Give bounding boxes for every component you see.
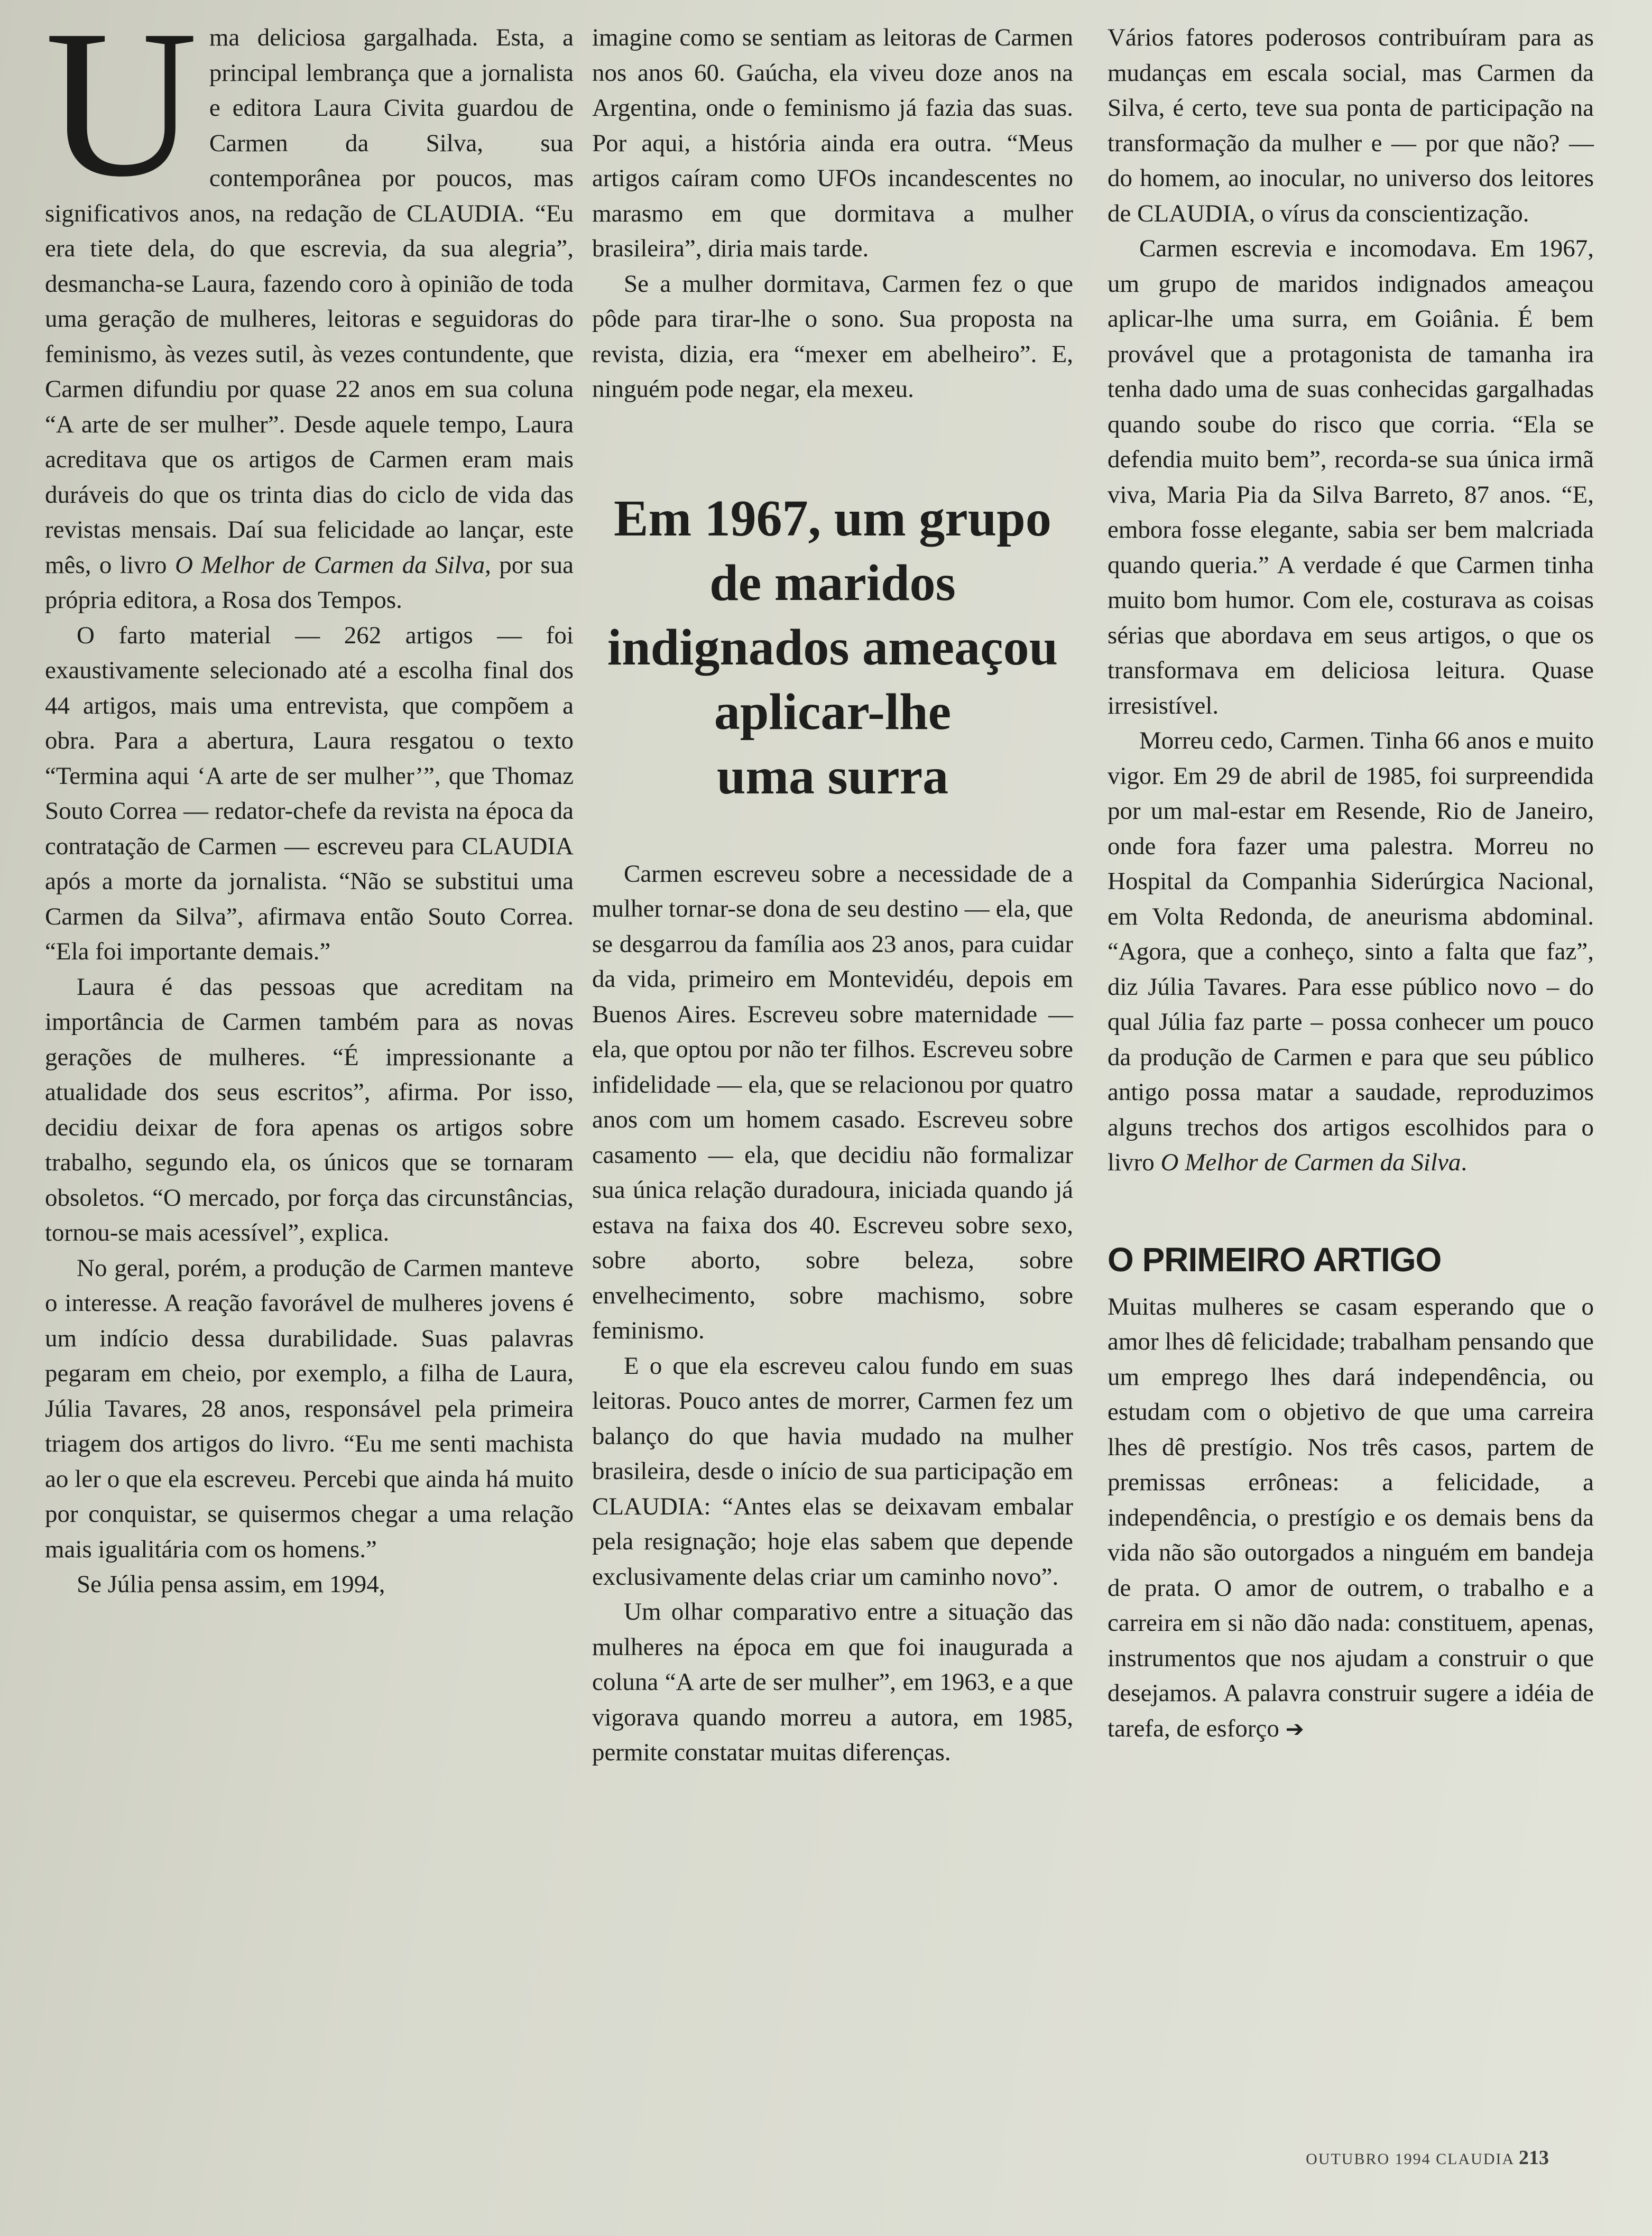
paragraph-text: ma deliciosa gargalhada. Esta, a principal lembrança que a jornalista e editora Laura Civita guardou de Carmen da Silva, sua contemporânea por poucos, mas significativos anos, na redação de CLAUDIA. “Eu era tiete dela, do que escrevia, da sua alegria”, desmancha-se Laura, fazendo coro à opinião de toda uma geração de mulheres, leitoras e seguidoras do feminismo, às vezes sutil, às vezes contundente, que Carmen difundiu por quase 22 anos em sua coluna “A arte de ser mulher”. Desde aquele tempo, Laura acreditava que os artigos de Carmen eram mais duráveis do que os trinta dias do ciclo de vida das revistas mensais. Daí sua felicidade ao lançar, este mês, o livro (45, 24, 574, 579)
drop-cap: U (45, 0, 198, 220)
continue-arrow-icon: ➔ (1285, 1715, 1304, 1742)
pull-quote-line: uma surra (716, 747, 949, 805)
book-title: O Melhor de Carmen da Silva (174, 551, 485, 579)
article-paragraph: Se a mulher dormitava, Carmen fez o que pôde para tirar-lhe o sono. Sua proposta na revista, dizia, era “mexer em abelheiro”. E, ninguém pode negar, ela mexeu. (592, 270, 1073, 403)
book-title: O Melhor de Carmen da Silva (1160, 1149, 1461, 1176)
pull-quote-line: Em 1967, um grupo (614, 489, 1051, 547)
article-paragraph: E o que ela escreveu calou fundo em suas leitoras. Pouco antes de morrer, Carmen fez um balanço do que havia mudado na mulher brasileira, desde o início de sua participação em CLAUDIA: “Antes elas se deixavam embalar pela resignação; hoje elas sabem que depende exclusivamente delas criar um caminho novo”. (592, 1352, 1073, 1591)
paragraph-text: Muitas mulheres se casam esperando que o amor lhes dê felicidade; trabalham pensando que um emprego lhes dará independência, ou estudam com o objetivo de que uma carreira lhes dê prestígio. Nos três casos, partem de premissas errôneas: a felicidade, a independência, o prestígio e os demais bens da vida não são outorgados a ninguém em bandeja de prata. O amor de outrem, o trabalho e a carreira em si não dão nada: constituem, apenas, instrumentos que nos ajudam a construir o que desejamos. A palavra construir sugere a idéia de tarefa, de esforço (1108, 1292, 1594, 1742)
article-paragraph-3: Laura é das pessoas que acreditam na importância de Carmen também para as novas gerações de mulheres. “É impressionante a atualidade dos seus escritos”, afirma. Por isso, decidiu deixar de fora apenas os artigos sobre trabalho, segundo ela, os únicos que se tornaram obsoletos. “O mercado, por força das circunstâncias, tornou-se mais acessível”, explica. (45, 973, 574, 1246)
article-paragraph: Carmen escrevia e incomodava. Em 1967, um grupo de maridos indignados ameaçou aplicar-lhe uma surra, em Goiânia. É bem provável que a protagonista de tamanha ira tenha dado uma de suas conhecidas gargalhadas quando soube do risco que corria. “Ela se defendia muito bem”, recorda-se sua única irmã viva, Maria Pia da Silva Barreto, 87 anos. “E, embora fosse elegante, sabia ser bem malcriada quando queria.” A verdade é que Carmen tinha muito bom humor. Com ele, costurava as coisas sérias que abordava em seus artigos, o que os transformava em deliciosa leitura. Quase irresistível. (1108, 235, 1594, 719)
article-paragraph: imagine como se sentiam as leitoras de Carmen nos anos 60. Gaúcha, ela viveu doze anos na Argentina, onde o feminismo já fazia das suas. Por aqui, a história ainda era outra. “Meus artigos caíram como UFOs incandescentes no marasmo em que dormitava a mulher brasileira”, diria mais tarde. (592, 24, 1073, 262)
pull-quote-line: indignados ameaçou (607, 618, 1058, 676)
article-paragraph (1108, 723, 1594, 1180)
page-number: 213 (1519, 2147, 1549, 2169)
article-column-1 (45, 0, 574, 1602)
pull-quote (592, 486, 1073, 809)
article-paragraph-4: No geral, porém, a produção de Carmen manteve o interesse. A reação favorável de mulheres jovens é um indício dessa durabilidade. Suas palavras pegaram em cheio, por exemplo, a filha de Laura, Júlia Tavares, 28 anos, responsável pela primeira triagem dos artigos do livro. “Eu me senti machista ao ler o que ela escreveu. Percebi que ainda há muito por conquistar, se quisermos chegar a uma relação mais igualitária com os homens.” (45, 1254, 574, 1563)
paragraph-text: Morreu cedo, Carmen. Tinha 66 anos e muito vigor. Em 29 de abril de 1985, foi surpreendida por um mal-estar em Resende, Rio de Janeiro, onde fora fazer uma palestra. Morreu no Hospital da Companhia Siderúrgica Nacional, em Volta Redonda, de aneurisma abdominal. “Agora, que a conheço, sinto a falta que faz”, diz Júlia Tavares. Para esse público novo – do qual Júlia faz parte – possa conhecer um pouco da produção de Carmen e para que seu público antigo possa matar a saudade, reproduzimos alguns trechos dos artigos escolhidos para o livro (1108, 727, 1594, 1176)
paragraph-text: , por sua própria editora, a Rosa dos Tempos. (45, 551, 574, 614)
article-column-3 (1108, 20, 1594, 1747)
article-column-2 (592, 20, 1073, 1770)
article-paragraph: Carmen escreveu sobre a necessidade de a mulher tornar-se dona de seu destino — ela, que se desgarrou da família aos 23 anos, para cuidar da vida, primeiro em Montevidéu, depois em Buenos Aires. Escreveu sobre maternidade — ela, que optou por não ter filhos. Escreveu sobre infidelidade — ela, que se relacionou por quatro anos com um homem casado. Escreveu sobre casamento — ela, que decidiu não formalizar sua única relação duradoura, iniciada quando já estava na faixa dos 40. Escreveu sobre sexo, sobre aborto, sobre beleza, sobre envelhecimento, sobre machismo, sobre feminismo. (592, 860, 1073, 1344)
article-paragraph-5: Se Júlia pensa assim, em 1994, (77, 1570, 385, 1598)
pull-quote-line: de maridos (709, 554, 956, 612)
paragraph-text: . (1461, 1149, 1468, 1176)
article-paragraph-1 (45, 0, 574, 618)
article-paragraph: Vários fatores poderosos contribuíram para as mudanças em escala social, mas Carmen da Silva, é certo, teve sua ponta de participação na transformação da mulher e — por que não? — do homem, ao inocular, no universo dos leitores de CLAUDIA, o vírus da conscientização. (1108, 24, 1594, 227)
issue-label: OUTUBRO 1994 CLAUDIA (1306, 2150, 1514, 2168)
section-heading: O PRIMEIRO ARTIGO (1108, 1240, 1442, 1279)
article-paragraph-2: O farto material — 262 artigos — foi exaustivamente selecionado até a escolha final dos 44 artigos, mais uma entrevista, que compõem a obra. Para a abertura, Laura resgatou o texto “Termina aqui ‘A arte de ser mulher’”, que Thomaz Souto Correa — redator-chefe da revista na época da contratação de Carmen — escreveu para CLAUDIA após a morte da jornalista. “Não se substitui uma Carmen da Silva”, afirmava então Souto Correa. “Ela foi importante demais.” (45, 621, 574, 965)
pull-quote-line: aplicar-lhe (714, 683, 952, 741)
excerpt-paragraph (1108, 1289, 1594, 1747)
page-footer (1306, 2146, 1549, 2169)
article-paragraph: Um olhar comparativo entre a situação das mulheres na época em que foi inaugurada a coluna “A arte de ser mulher”, em 1963, e a que vigorava quando morreu a autora, em 1985, permite constatar muitas diferenças. (592, 1598, 1073, 1766)
